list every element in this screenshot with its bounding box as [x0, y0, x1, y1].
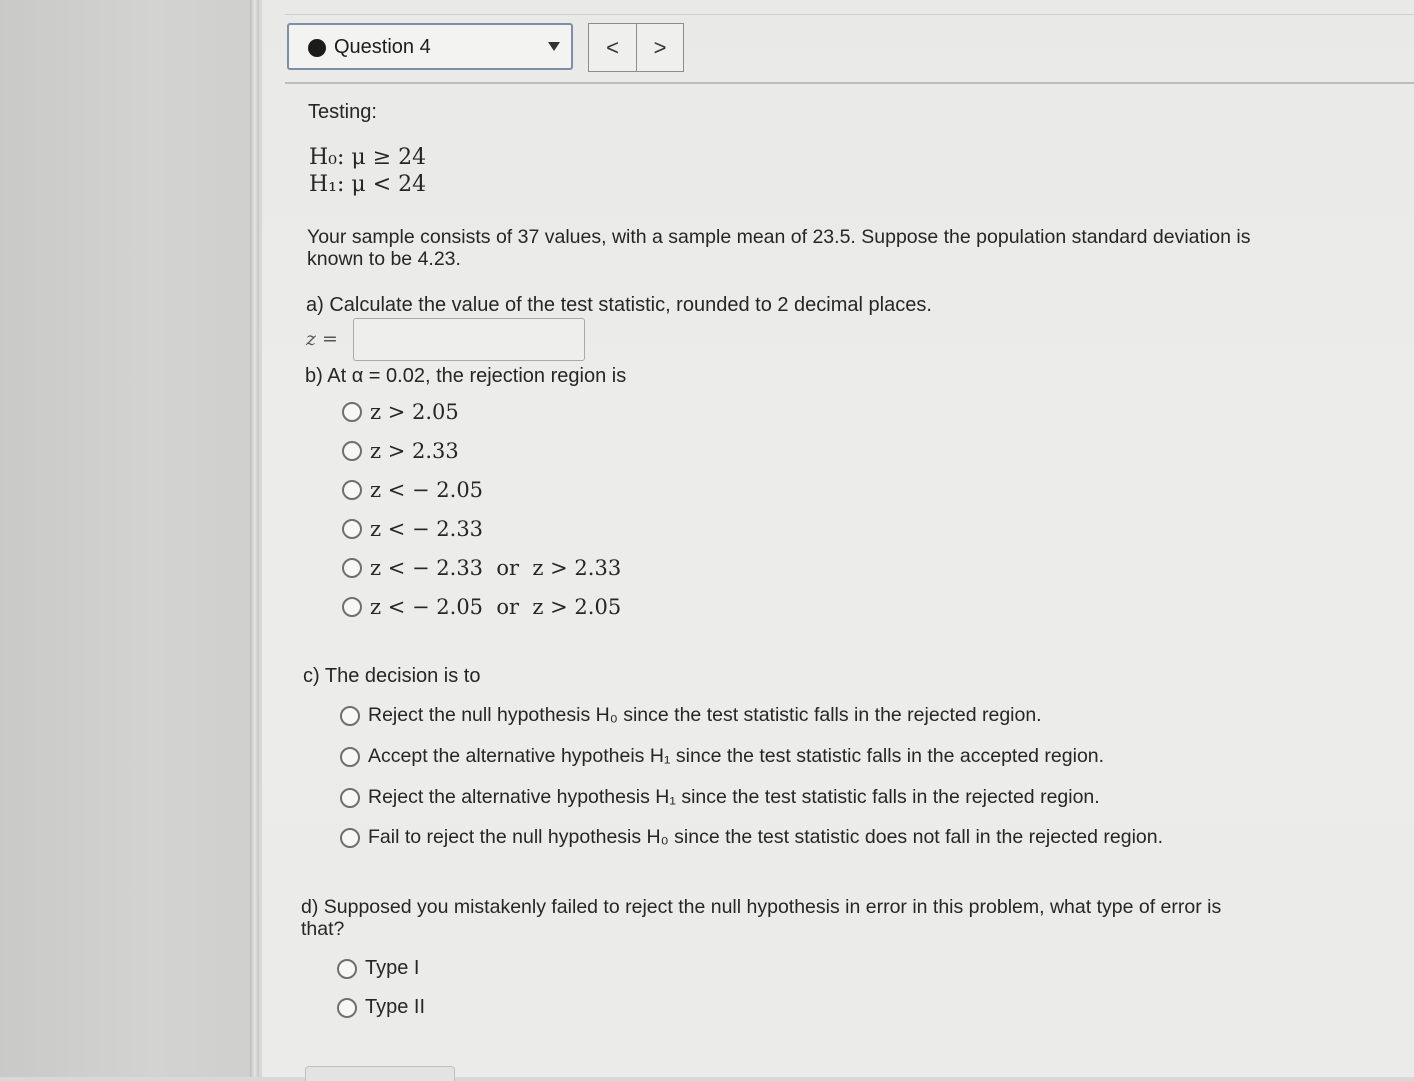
option-label: Type I	[365, 957, 420, 979]
top-divider	[285, 14, 1414, 15]
option-label: z < − 2.05	[370, 478, 484, 502]
part-d-prompt-line-2: that?	[301, 918, 345, 940]
z-label: z =	[306, 328, 338, 350]
option-label: Type II	[365, 996, 426, 1018]
error-option-type-1[interactable]	[337, 957, 419, 980]
radio-circle-icon[interactable]	[342, 441, 362, 461]
decision-option-3[interactable]	[340, 786, 1100, 809]
panel-border	[250, 0, 259, 1077]
radio-circle-icon[interactable]	[340, 747, 360, 767]
part-b-prompt: b) At α = 0.02, the rejection region is	[305, 365, 627, 387]
error-option-type-2[interactable]	[337, 996, 425, 1019]
radio-circle-icon[interactable]	[342, 402, 362, 422]
radio-circle-icon[interactable]	[337, 959, 357, 979]
testing-label: Testing:	[308, 101, 377, 123]
part-d-prompt-line-1: d) Supposed you mistakenly failed to reject the null hypothesis in error in this problem, what type of error is	[301, 896, 1222, 918]
option-label: z > 2.05	[370, 400, 459, 424]
option-label: z > 2.33	[370, 439, 459, 463]
decision-option-2[interactable]	[340, 745, 1104, 768]
part-c-prompt: c) The decision is to	[303, 665, 481, 687]
rejection-option-6[interactable]	[342, 595, 621, 619]
option-label: Accept the alternative hypotheis H₁ since the test statistic falls in the accepted region.	[368, 745, 1105, 767]
decision-option-1[interactable]	[340, 704, 1042, 727]
header-divider	[285, 82, 1414, 84]
radio-circle-icon[interactable]	[342, 519, 362, 539]
radio-circle-icon[interactable]	[342, 480, 362, 500]
question-select[interactable]	[287, 23, 573, 70]
option-label: z < − 2.33	[370, 517, 484, 541]
submit-button-edge[interactable]	[305, 1066, 455, 1081]
decision-option-4[interactable]	[340, 826, 1163, 849]
dropdown-caret-icon	[548, 42, 560, 51]
rejection-option-1[interactable]	[342, 400, 459, 424]
z-answer-input[interactable]	[353, 318, 585, 361]
rejection-option-2[interactable]	[342, 439, 459, 463]
rejection-option-4[interactable]	[342, 517, 483, 541]
option-label: Fail to reject the null hypothesis H₀ since the test statistic does not fall in the rejected region.	[368, 826, 1164, 848]
page-gutter	[0, 0, 258, 1077]
rejection-option-3[interactable]	[342, 478, 483, 502]
alternative-hypothesis: H₁: μ < 24	[309, 172, 427, 197]
problem-description-line-2: known to be 4.23.	[307, 248, 461, 270]
option-label: z < − 2.05 or z > 2.05	[370, 595, 622, 619]
radio-circle-icon[interactable]	[342, 597, 362, 617]
radio-circle-icon[interactable]	[337, 998, 357, 1018]
option-label: Reject the null hypothesis H₀ since the test statistic falls in the rejected region.	[368, 704, 1042, 726]
question-select-label: Question 4	[334, 36, 431, 58]
radio-circle-icon[interactable]	[340, 788, 360, 808]
radio-circle-icon[interactable]	[340, 828, 360, 848]
question-status-dot-icon	[308, 39, 326, 57]
previous-question-button[interactable]: <	[588, 23, 636, 72]
next-question-button[interactable]: >	[636, 23, 684, 72]
option-label: z < − 2.33 or z > 2.33	[370, 556, 622, 580]
part-a-prompt: a) Calculate the value of the test statistic, rounded to 2 decimal places.	[306, 294, 932, 316]
radio-circle-icon[interactable]	[342, 558, 362, 578]
radio-circle-icon[interactable]	[340, 706, 360, 726]
null-hypothesis: H₀: μ ≥ 24	[309, 145, 427, 170]
problem-description-line-1: Your sample consists of 37 values, with a sample mean of 23.5. Suppose the population standard deviation is	[307, 226, 1251, 248]
rejection-option-5[interactable]	[342, 556, 621, 580]
option-label: Reject the alternative hypothesis H₁ since the test statistic falls in the rejected region.	[368, 786, 1100, 808]
